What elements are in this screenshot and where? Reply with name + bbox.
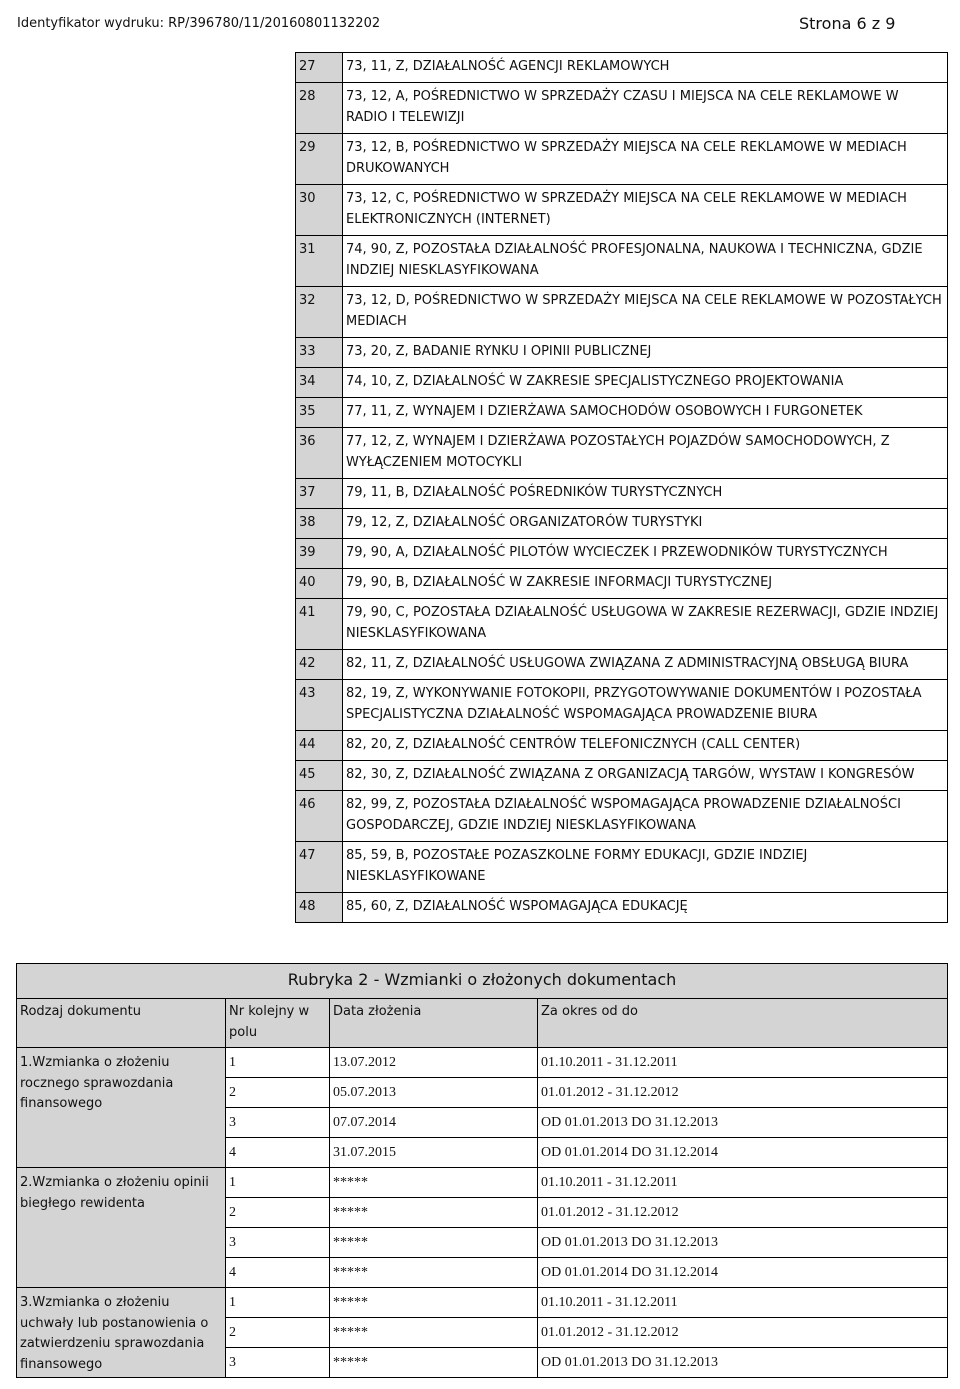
activity-description: 74, 90, Z, POZOSTAŁA DZIAŁALNOŚĆ PROFESJONALNA, NAUKOWA I TECHNICZNA, GDZIE INDZIEJ NIESKLASYFIKOWANA [343,236,948,287]
period-range: 01.10.2011 - 31.12.2011 [538,1288,948,1318]
entry-number: 1 [226,1288,330,1318]
row-number: 44 [296,731,343,761]
row-number: 43 [296,680,343,731]
activity-description: 73, 12, C, POŚREDNICTWO W SPRZEDAŻY MIEJSCA NA CELE REKLAMOWE W MEDIACH ELEKTRONICZNYCH (INTERNET) [343,185,948,236]
activity-description: 73, 12, B, POŚREDNICTWO W SPRZEDAŻY MIEJSCA NA CELE REKLAMOWE W MEDIACH DRUKOWANYCH [343,134,948,185]
section-title: Rubryka 2 - Wzmianki o złożonych dokumentach [17,964,948,999]
activity-description: 79, 90, C, POZOSTAŁA DZIAŁALNOŚĆ USŁUGOWA W ZAKRESIE REZERWACJI, GDZIE INDZIEJ NIESKLASYFIKOWANA [343,599,948,650]
period-range: OD 01.01.2013 DO 31.12.2013 [538,1108,948,1138]
period-range: 01.01.2012 - 31.12.2012 [538,1318,948,1348]
row-number: 35 [296,398,343,428]
table-row [17,1168,948,1198]
filing-date: 07.07.2014 [330,1108,538,1138]
filing-date: ***** [330,1318,538,1348]
period-range: OD 01.01.2014 DO 31.12.2014 [538,1258,948,1288]
activity-description: 82, 19, Z, WYKONYWANIE FOTOKOPII, PRZYGOTOWYWANIE DOKUMENTÓW I POZOSTAŁA SPECJALISTYCZNA DZIAŁALNOŚĆ WSPOMAGAJĄCA PROWADZENIE BIURA [343,680,948,731]
activity-description: 73, 20, Z, BADANIE RYNKU I OPINII PUBLICZNEJ [343,338,948,368]
table-row [296,368,948,398]
page-number: Strona 6 z 9 [799,14,896,33]
activity-description: 73, 12, D, POŚREDNICTWO W SPRZEDAŻY MIEJSCA NA CELE REKLAMOWE W POZOSTAŁYCH MEDIACH [343,287,948,338]
period-range: OD 01.01.2013 DO 31.12.2013 [538,1348,948,1378]
table-row [296,761,948,791]
entry-number: 4 [226,1138,330,1168]
activities-table [295,52,948,923]
row-number: 45 [296,761,343,791]
table-row [296,569,948,599]
document-type: 1.Wzmianka o złożeniu rocznego sprawozdania finansowego [17,1048,226,1168]
activity-description: 73, 12, A, POŚREDNICTWO W SPRZEDAŻY CZASU I MIEJSCA NA CELE REKLAMOWE W RADIO I TELEWIZJI [343,83,948,134]
column-header-date: Data złożenia [330,999,538,1048]
activity-description: 77, 12, Z, WYNAJEM I DZIERŻAWA POZOSTAŁYCH POJAZDÓW SAMOCHODOWYCH, Z WYŁĄCZENIEM MOTOCYKLI [343,428,948,479]
row-number: 40 [296,569,343,599]
period-range: 01.01.2012 - 31.12.2012 [538,1198,948,1228]
row-number: 30 [296,185,343,236]
period-range: 01.01.2012 - 31.12.2012 [538,1078,948,1108]
row-number: 32 [296,287,343,338]
activity-description: 77, 11, Z, WYNAJEM I DZIERŻAWA SAMOCHODÓW OSOBOWYCH I FURGONETEK [343,398,948,428]
period-range: 01.10.2011 - 31.12.2011 [538,1048,948,1078]
document-type: 2.Wzmianka o złożeniu opinii biegłego rewidenta [17,1168,226,1288]
table-row [296,53,948,83]
table-row [296,731,948,761]
entry-number: 2 [226,1318,330,1348]
entry-number: 3 [226,1108,330,1138]
row-number: 33 [296,338,343,368]
filing-date: 31.07.2015 [330,1138,538,1168]
print-identifier: Identyfikator wydruku: RP/396780/11/20160801132202 [17,16,381,31]
row-number: 34 [296,368,343,398]
filing-date: 13.07.2012 [330,1048,538,1078]
table-row [296,185,948,236]
table-row [296,479,948,509]
filing-date: ***** [330,1198,538,1228]
activity-description: 79, 90, B, DZIAŁALNOŚĆ W ZAKRESIE INFORMACJI TURYSTYCZNEJ [343,569,948,599]
row-number: 38 [296,509,343,539]
row-number: 31 [296,236,343,287]
activity-description: 82, 20, Z, DZIAŁALNOŚĆ CENTRÓW TELEFONICZNYCH (CALL CENTER) [343,731,948,761]
column-header-period: Za okres od do [538,999,948,1048]
table-row [296,842,948,893]
document-type: 3.Wzmianka o złożeniu uchwały lub postanowienia o zatwierdzeniu sprawozdania finansowego [17,1288,226,1378]
entry-number: 3 [226,1348,330,1378]
activity-description: 74, 10, Z, DZIAŁALNOŚĆ W ZAKRESIE SPECJALISTYCZNEGO PROJEKTOWANIA [343,368,948,398]
row-number: 48 [296,893,343,923]
table-row [296,791,948,842]
table-row [296,134,948,185]
column-header-type: Rodzaj dokumentu [17,999,226,1048]
activity-description: 79, 11, B, DZIAŁALNOŚĆ POŚREDNIKÓW TURYSTYCZNYCH [343,479,948,509]
activity-description: 82, 99, Z, POZOSTAŁA DZIAŁALNOŚĆ WSPOMAGAJĄCA PROWADZENIE DZIAŁALNOŚCI GOSPODARCZEJ, GDZIE INDZIEJ NIESKLASYFIKOWANA [343,791,948,842]
table-row [17,1288,948,1318]
entry-number: 3 [226,1228,330,1258]
row-number: 41 [296,599,343,650]
entry-number: 4 [226,1258,330,1288]
entry-number: 2 [226,1198,330,1228]
table-row [17,1048,948,1078]
table-row [296,680,948,731]
entry-number: 1 [226,1048,330,1078]
filing-date: ***** [330,1168,538,1198]
table-row [296,428,948,479]
filing-date: ***** [330,1288,538,1318]
table-row [296,893,948,923]
row-number: 37 [296,479,343,509]
table-row [296,287,948,338]
filing-date: ***** [330,1258,538,1288]
table-row [296,539,948,569]
documents-table [16,963,948,1378]
table-row [296,599,948,650]
entry-number: 2 [226,1078,330,1108]
activity-description: 85, 59, B, POZOSTAŁE POZASZKOLNE FORMY EDUKACJI, GDZIE INDZIEJ NIESKLASYFIKOWANE [343,842,948,893]
row-number: 27 [296,53,343,83]
row-number: 29 [296,134,343,185]
activity-description: 82, 30, Z, DZIAŁALNOŚĆ ZWIĄZANA Z ORGANIZACJĄ TARGÓW, WYSTAW I KONGRESÓW [343,761,948,791]
filing-date: 05.07.2013 [330,1078,538,1108]
row-number: 28 [296,83,343,134]
activity-description: 73, 11, Z, DZIAŁALNOŚĆ AGENCJI REKLAMOWYCH [343,53,948,83]
row-number: 46 [296,791,343,842]
filing-date: ***** [330,1228,538,1258]
table-row [296,509,948,539]
row-number: 39 [296,539,343,569]
filing-date: ***** [330,1348,538,1378]
column-header-nr: Nr kolejny w polu [226,999,330,1048]
row-number: 42 [296,650,343,680]
table-row [296,83,948,134]
entry-number: 1 [226,1168,330,1198]
period-range: OD 01.01.2013 DO 31.12.2013 [538,1228,948,1258]
activity-description: 85, 60, Z, DZIAŁALNOŚĆ WSPOMAGAJĄCA EDUKACJĘ [343,893,948,923]
table-row [296,398,948,428]
period-range: 01.10.2011 - 31.12.2011 [538,1168,948,1198]
row-number: 47 [296,842,343,893]
period-range: OD 01.01.2014 DO 31.12.2014 [538,1138,948,1168]
activity-description: 82, 11, Z, DZIAŁALNOŚĆ USŁUGOWA ZWIĄZANA Z ADMINISTRACYJNĄ OBSŁUGĄ BIURA [343,650,948,680]
table-row [296,236,948,287]
table-row [296,650,948,680]
activity-description: 79, 90, A, DZIAŁALNOŚĆ PILOTÓW WYCIECZEK I PRZEWODNIKÓW TURYSTYCZNYCH [343,539,948,569]
row-number: 36 [296,428,343,479]
table-row [296,338,948,368]
activity-description: 79, 12, Z, DZIAŁALNOŚĆ ORGANIZATORÓW TURYSTYKI [343,509,948,539]
